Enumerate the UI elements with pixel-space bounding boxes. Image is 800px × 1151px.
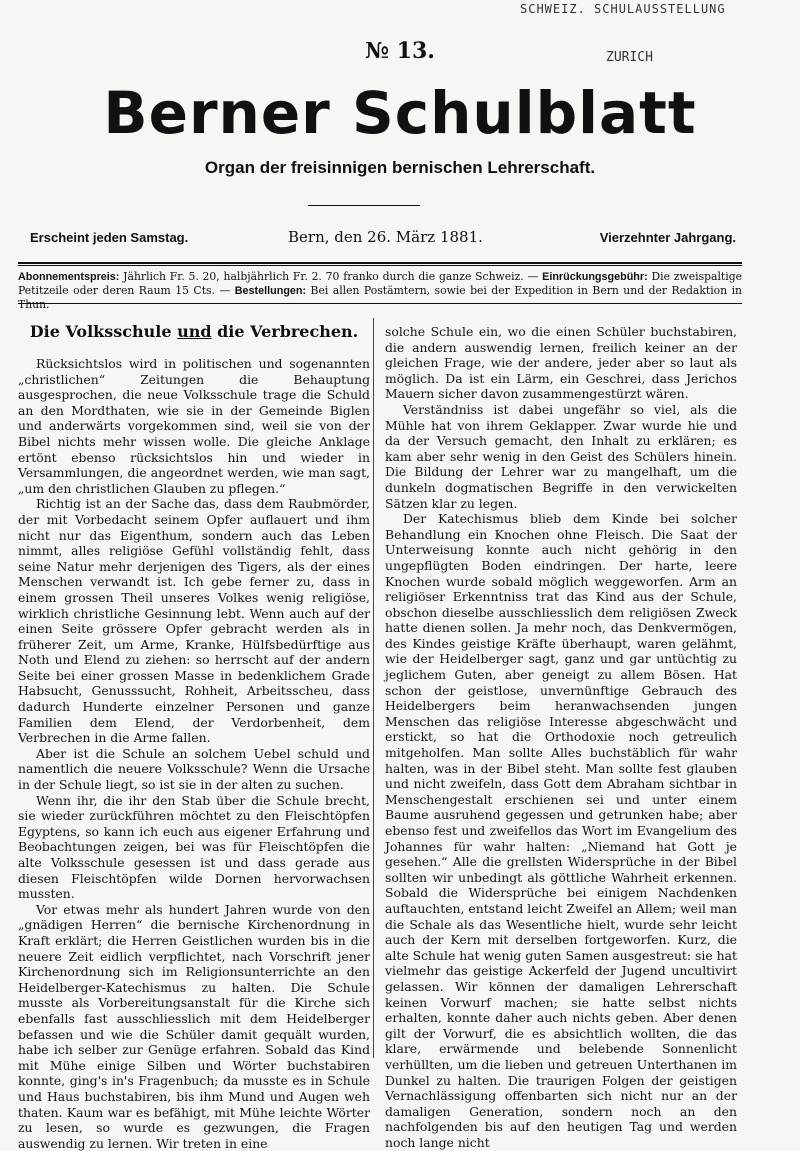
column-divider bbox=[373, 318, 374, 1058]
article-title bbox=[18, 322, 370, 342]
divider bbox=[308, 205, 420, 206]
newspaper-title: Berner Schulblatt bbox=[103, 79, 697, 147]
subscription-notice bbox=[18, 270, 742, 312]
paragraph: solche Schule ein, wo die einen Schüler buchstabiren, die andern auswendig lernen, freilich keiner an der gleichen Frage, wie der andere, jeder aber so laut als möglich. Da ist ein Lärm, ein Geschrei, dass Jerichos Mauern sicher davon zusammengestürzt wären. bbox=[385, 324, 737, 402]
article-title-part: Die Volksschule bbox=[29, 322, 178, 341]
info-line bbox=[30, 228, 736, 250]
subscription-price-text: Jährlich Fr. 5. 20, halbjährlich Fr. 2. 70 franko durch die ganze Schweiz. — bbox=[119, 270, 543, 283]
paragraph: Der Katechismus blieb dem Kinde bei solcher Behandlung ein Knochen ohne Fleisch. Die Saat der Unterweisung konnte auch nicht gehörig in den ungepflügten Boden eindringen. Der harte, leere Knochen wurde sobald möglich weggeworfen. Arm an religiöser Erkenntniss trat das Kind aus der Schule, obschon dieselbe ausschliesslich dem religiösen Zweck hatte dienen sollen. Ja mehr noch, das Denkvermögen, des Kindes geistige Kräfte überhaupt, waren gelähmt, wie der Heidelberger sagt, ganz und gar untüchtig zu jeglichem Guten, aber geneigt zu allem Bösen. Hat schon der geistlose, unvernünftige Gebrauch des Heidelbergers beim heranwachsenden jungen Menschen das religiöse Interesse abgeschwächt und erstickt, so hat die Orthodoxie noch getreulich mitgeholfen. Man sollte Alles buchstäblich für wahr halten, was in der Bibel steht. Man sollte fest glauben und nicht zweifeln, dass Gott dem Abraham sichtbar in Menschengestalt erschienen sei und unter einem Baume ausruhend gegessen und getrunken habe; aber ebenso fest und zweifellos das Wort im Evangelium des Johannes für wahr halten: „Niemand hat Gott je gesehen.“ Alle die grellsten Widersprüche in der Bibel sollten wir unbedingt als göttliche Wahrheit erkennen. Sobald die Widersprüche bei einigem Nachdenken auftauchten, entstand leicht Zweifel an Allem; weil man die Schale als das Wesentliche hielt, wurde sehr leicht auch der Kern mit derselben fortgeworfen. Kurz, die alte Schule hat wenig guten Samen ausgestreut: sie hat vielmehr das geistige Ackerfeld der Jugend uncultivirt gelassen. Wir können der damaligen Lehrerschaft keinen Vorwurf machen; sie hatte selbst nichts erhalten, konnte daher auch nichts geben. Aber denen gilt der Vorwurf, die es absichtlich wollten, die das klare, erwärmende und belebende Sonnenlicht verhüllten, um die lieben und getreuen Unterthanen im Dunkel zu halten. Die traurigen Folgen der geistigen Vernachlässigung offenbarten sich nicht nur an der damaligen Generation, sondern noch an den nachfolgenden bis auf den heutigen Tag und werden noch lange nicht bbox=[385, 511, 737, 1150]
issue-number: № 13. bbox=[365, 38, 435, 64]
article-column-left bbox=[18, 322, 370, 1151]
advert-fee-label: Einrückungsgebühr: bbox=[542, 271, 648, 283]
article-column-right bbox=[385, 324, 737, 1150]
publication-frequency: Erscheint jeden Samstag. bbox=[30, 230, 189, 245]
orders-text: Bei allen Postämtern, sowie bei der Expedition in Bern und der Redaktion in Thun. bbox=[18, 284, 742, 311]
paragraph: Rücksichtslos wird in politischen und sogenannten „christlichen“ Zeitungen die Behauptung ausgesprochen, die neue Volksschule trage die Schuld an den Mordthaten, wie sie in der Gemeinde Biglen und anderwärts vorgekommen sind, weil sie von der Bibel nichts mehr wissen wolle. Die gleiche Anklage ertönt ebenso rücksichtslos hin und wieder in Versammlungen, die angeordnet werden, wie man sagt, „um den christlichen Glauben zu pflegen.“ bbox=[18, 356, 370, 496]
volume-year: Vierzehnter Jahrgang. bbox=[599, 230, 736, 245]
paragraph: Vor etwas mehr als hundert Jahren wurde von den „gnädigen Herren“ die bernische Kirchenordnung in Kraft erklärt; die Herren Geistlichen wurden bis in die neuere Zeit eidlich verpflichtet, nach Vorschrift jener Kirchenordnung sich im Religionsunterrichte an den Heidelberger-Katechismus zu halten. Die Schule musste als Vorbereitungsanstalt für die Kirche sich ebenfalls fast ausschliesslich mit dem Heidelberger befassen und wie die Schüler damit gequält wurden, habe ich selber zur Genüge erfahren. Sobald das Kind mit Mühe einige Silben und Wörter buchstabiren konnte, ging's in's Fragenbuch; da musste es in Schule und Haus buchstabiren, bis ihm Mund und Augen weh thaten. Kaum war es befähigt, mit Mühe leichte Wörter zu lesen, so wurde es gezwungen, die Fragen auswendig zu lernen. Wir treten in eine bbox=[18, 901, 370, 1151]
issue-date: Bern, den 26. März 1881. bbox=[288, 228, 483, 246]
newspaper-subtitle: Organ der freisinnigen bernischen Lehrerschaft. bbox=[204, 158, 596, 177]
library-stamp-place: ZURICH bbox=[606, 50, 653, 65]
article-title-part: und bbox=[177, 322, 212, 341]
divider bbox=[18, 262, 742, 264]
paragraph: Wenn ihr, die ihr den Stab über die Schule brecht, sie wieder zurückführen möchtet zu den Fleischtöpfen Egyptens, so kann ich euch aus eigener Erfahrung und Beobachtungen zeigen, bei was für Fleischtöpfen die alte Volksschule gesessen ist und dass gerade aus diesen Fleischtöpfen wilde Dornen hervorwachsen mussten. bbox=[18, 792, 370, 902]
divider bbox=[18, 303, 742, 304]
paragraph: Richtig ist an der Sache das, dass dem Raubmörder, der mit Vorbedacht seinem Opfer auflauert und ihm nicht nur das Eigenthum, sondern auch das Leben nimmt, alles religiöse Gefühl vollständig fehlt, dass seine Natur mehr derjenigen des Tigers, als der eines Menschen verwandt ist. Ich gebe ferner zu, dass in einem grossen Theil unseres Volkes wenig religiöse, wirklich christliche Gesinnung lebt. Wenn auch auf der einen Seite grössere Opfer gebracht werden als in früherer Zeit, um Arme, Kranke, Hülfsbedürftige aus Noth und Elend zu ziehen: so herrscht auf der andern Seite bei einer grossen Masse in bedenklichem Grade Habsucht, Genusssucht, Rohheit, Arbeitsscheu, dass dadurch Hunderte einzelner Personen und ganze Familien dem Elend, der Verdorbenheit, dem Verbrechen in die Arme fallen. bbox=[18, 496, 370, 746]
article-title-part: die Verbrechen. bbox=[211, 322, 359, 341]
advert-fee-text: Die zweispaltige Petitzeile oder deren Raum 15 Cts. — bbox=[18, 270, 742, 297]
paragraph: Verständniss ist dabei ungefähr so viel, als die Mühle hat von ihrem Geklapper. Zwar wurde hie und da der Versuch gemacht, den Inhalt zu erklären; es kam aber sehr wenig in den Geist des Schülers hinein. Die Bildung der Lehrer war zu mangelhaft, um die dunkeln dogmatischen Begriffe in den verwickelten Sätzen klar zu legen. bbox=[385, 401, 737, 511]
paragraph: Aber ist die Schule an solchem Uebel schuld und namentlich die neuere Volksschule? Wenn die Ursache in der Schule liegt, so ist sie in der alten zu suchen. bbox=[18, 745, 370, 793]
subscription-price-label: Abonnementspreis: bbox=[18, 271, 120, 283]
library-stamp: SCHWEIZ. SCHULAUSSTELLUNG bbox=[520, 2, 726, 16]
divider bbox=[18, 265, 742, 266]
orders-label: Bestellungen: bbox=[234, 285, 307, 297]
